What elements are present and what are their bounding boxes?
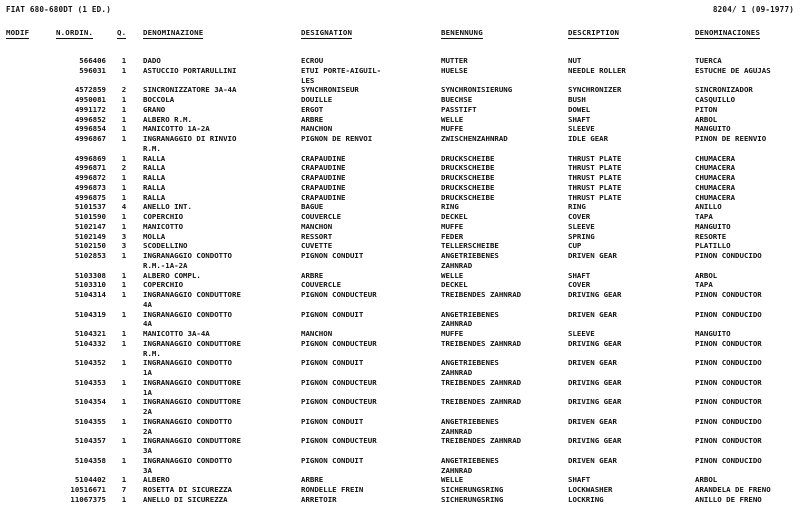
english-name: IDLE GEAR [568, 134, 609, 143]
spanish-name: ANILLO DE FRENO [695, 494, 762, 504]
german-name: ZAHNRAD [441, 426, 473, 436]
french-name: CUVETTE [301, 241, 333, 251]
english-name: DRIVING GEAR [568, 436, 622, 446]
quantity: 1 [121, 104, 127, 114]
french-name: COUVERCLE [301, 280, 342, 290]
spanish-name: MANGUITO [695, 124, 731, 134]
italian-name: 4A [143, 319, 152, 329]
italian-name: 3A [143, 446, 152, 455]
english-name: DRIVEN GEAR [568, 455, 617, 465]
italian-name: MANICOTTO 3A-4A [143, 329, 210, 338]
french-name: PIGNON CONDUCTEUR [301, 397, 377, 407]
quantity: 1 [121, 114, 127, 124]
german-name: ANGETRIEBENES [441, 251, 499, 260]
quantity: 1 [121, 494, 127, 504]
german-name: ANGETRIEBENES [441, 416, 499, 426]
english-name: SLEEVE [568, 329, 595, 338]
spanish-name: ARBOL [695, 270, 718, 280]
french-name: CRAPAUDINE [301, 163, 346, 173]
spanish-name: ARBOL [695, 114, 718, 124]
german-name: TREIBENDES ZAHNRAD [441, 338, 522, 348]
quantity: 1 [121, 270, 127, 280]
german-name: PASSTIFT [441, 104, 477, 114]
col-english: DESCRIPTION [568, 28, 620, 37]
french-name: PIGNON CONDUIT [301, 455, 364, 465]
german-name: RING [441, 202, 459, 212]
italian-name: 4A [143, 299, 152, 309]
german-name: MUFFE [441, 124, 464, 134]
english-name: SYNCHRONIZER [568, 85, 622, 95]
german-name: ZWISCHENZAHNRAD [441, 134, 508, 143]
english-name: DRIVING GEAR [568, 377, 622, 387]
quantity: 1 [121, 173, 127, 182]
french-name: BAGUE [301, 202, 324, 212]
spanish-name: SINCRONIZADOR [695, 85, 753, 95]
german-name: SYNCHRONISIERUNG [441, 85, 513, 95]
english-name: DRIVEN GEAR [568, 309, 617, 319]
italian-name: ALBERO R.M. [143, 114, 192, 124]
column-headers [0, 28, 800, 40]
quantity: 1 [121, 251, 127, 260]
english-name: THRUST PLATE [568, 182, 622, 192]
italian-name: ALBERO COMPL. [143, 270, 201, 280]
german-name: WELLE [441, 475, 464, 485]
italian-name: ANELLO INT. [143, 202, 192, 212]
spanish-name: TAPA [695, 280, 713, 290]
spanish-name: PINON CONDUCIDO [695, 358, 762, 368]
german-name: MUFFE [441, 221, 464, 231]
french-name: CRAPAUDINE [301, 173, 346, 182]
german-name: ANGETRIEBENES [441, 455, 499, 465]
french-name: RONDELLE FREIN [301, 485, 364, 494]
col-part-number: N.ORDIN. [56, 28, 94, 37]
spanish-name: PITON [695, 104, 718, 114]
german-name: TREIBENDES ZAHNRAD [441, 397, 522, 407]
quantity: 1 [121, 221, 127, 231]
quantity: 1 [121, 475, 127, 485]
italian-name: RALLA [143, 182, 166, 192]
german-name: TREIBENDES ZAHNRAD [441, 290, 522, 299]
catalog-title: FIAT 680-680DT (1 ED.) [6, 5, 111, 14]
part-number: 4996871 [74, 163, 106, 173]
french-name: PIGNON CONDUCTEUR [301, 338, 377, 348]
italian-name: INGRANAGGIO CONDUTTORE [143, 338, 241, 348]
english-name: RING [568, 202, 586, 212]
english-name: THRUST PLATE [568, 163, 622, 173]
english-name: DRIVEN GEAR [568, 358, 617, 368]
french-name: PIGNON CONDUIT [301, 416, 364, 426]
part-number: 566406 [79, 56, 106, 65]
italian-name: COPERCHIO [143, 212, 184, 221]
french-name: RESSORT [301, 231, 333, 241]
part-number: 5102149 [74, 231, 106, 241]
part-number: 5104357 [74, 436, 106, 446]
english-name: SLEEVE [568, 221, 595, 231]
page-header [6, 5, 794, 17]
english-name: CUP [568, 241, 582, 251]
italian-name: INGRANAGGIO CONDOTTO [143, 455, 232, 465]
italian-name: GRANO [143, 104, 166, 114]
french-name: MANCHON [301, 221, 333, 231]
quantity: 3 [121, 231, 127, 241]
italian-name: ROSETTA DI SICUREZZA [143, 485, 232, 494]
spanish-name: PINON CONDUCTOR [695, 436, 762, 446]
english-name: SLEEVE [568, 124, 595, 134]
quantity: 3 [121, 241, 127, 251]
french-name: MANCHON [301, 329, 333, 338]
italian-name: 3A [143, 465, 152, 475]
french-name: ARBRE [301, 475, 324, 485]
italian-name: SCODELLINO [143, 241, 188, 251]
german-name: DECKEL [441, 212, 468, 221]
part-number: 5104319 [74, 309, 106, 319]
french-name: MANCHON [301, 124, 333, 134]
quantity: 1 [121, 95, 127, 104]
german-name: ANGETRIEBENES [441, 358, 499, 368]
english-name: DRIVING GEAR [568, 397, 622, 407]
quantity: 1 [121, 358, 127, 368]
spanish-name: ESTUCHE DE AGUJAS [695, 65, 771, 75]
part-number: 4996869 [74, 153, 106, 163]
part-number: 5104314 [74, 290, 106, 299]
spanish-name: ANILLO [695, 202, 722, 212]
quantity: 1 [121, 290, 127, 299]
italian-name: INGRANAGGIO CONDOTTO [143, 358, 232, 368]
german-name: HUELSE [441, 65, 468, 75]
quantity: 1 [121, 377, 127, 387]
italian-name: BOCCOLA [143, 95, 175, 104]
part-number: 4991172 [74, 104, 106, 114]
spanish-name: ARANDELA DE FRENO [695, 485, 771, 494]
quantity: 1 [121, 455, 127, 465]
spanish-name: PLATILLO [695, 241, 731, 251]
spanish-name: PINON CONDUCTOR [695, 397, 762, 407]
quantity: 1 [121, 192, 127, 202]
quantity: 1 [121, 338, 127, 348]
part-number: 4996867 [74, 134, 106, 143]
quantity: 1 [121, 309, 127, 319]
italian-name: INGRANAGGIO CONDOTTO [143, 416, 232, 426]
italian-name: R.M. [143, 348, 161, 358]
french-name: ERGOT [301, 104, 324, 114]
col-spanish: DENOMINACIONES [695, 28, 761, 37]
quantity: 1 [121, 280, 127, 290]
part-number: 5103308 [74, 270, 106, 280]
spanish-name: CHUMACERA [695, 163, 736, 173]
italian-name: 1A [143, 387, 152, 397]
part-number: 5104321 [74, 329, 106, 338]
spanish-name: PINON DE REENVIO [695, 134, 767, 143]
german-name: ANGETRIEBENES [441, 309, 499, 319]
german-name: FEDER [441, 231, 464, 241]
part-number: 4996852 [74, 114, 106, 124]
part-number: 5103310 [74, 280, 106, 290]
italian-name: RALLA [143, 153, 166, 163]
italian-name: 2A [143, 426, 152, 436]
german-name: DRUCKSCHEIBE [441, 153, 495, 163]
german-name: ZAHNRAD [441, 465, 473, 475]
german-name: TREIBENDES ZAHNRAD [441, 377, 522, 387]
spanish-name: CHUMACERA [695, 173, 736, 182]
english-name: SHAFT [568, 270, 591, 280]
english-name: LOCKWASHER [568, 485, 613, 494]
quantity: 2 [121, 85, 127, 95]
spanish-name: CHUMACERA [695, 192, 736, 202]
part-number: 5102147 [74, 221, 106, 231]
spanish-name: CASQUILLO [695, 95, 736, 104]
italian-name: MOLLA [143, 231, 166, 241]
french-name: ARBRE [301, 114, 324, 124]
quantity: 1 [121, 212, 127, 221]
part-number: 10516671 [70, 485, 106, 494]
french-name: PIGNON CONDUIT [301, 251, 364, 260]
italian-name: R.M.-1A-2A [143, 260, 188, 270]
italian-name: DADO [143, 56, 161, 65]
col-quantity: Q. [117, 28, 127, 37]
col-german: BENENNUNG [441, 28, 483, 37]
english-name: DRIVEN GEAR [568, 251, 617, 260]
german-name: DRUCKSCHEIBE [441, 163, 495, 173]
quantity: 4 [121, 202, 127, 212]
spanish-name: TAPA [695, 212, 713, 221]
part-number: 5101590 [74, 212, 106, 221]
part-number: 4996854 [74, 124, 106, 134]
german-name: ZAHNRAD [441, 319, 473, 329]
part-number: 11067375 [70, 494, 106, 504]
german-name: ZAHNRAD [441, 260, 473, 270]
english-name: DRIVING GEAR [568, 338, 622, 348]
spanish-name: ARBOL [695, 475, 718, 485]
part-number: 5104352 [74, 358, 106, 368]
french-name: PIGNON DE RENVOI [301, 134, 373, 143]
english-name: LOCKRING [568, 494, 604, 504]
quantity: 1 [121, 397, 127, 407]
french-name: PIGNON CONDUCTEUR [301, 377, 377, 387]
german-name: TELLERSCHEIBE [441, 241, 499, 251]
french-name: DOUILLE [301, 95, 333, 104]
italian-name: COPERCHIO [143, 280, 184, 290]
english-name: COVER [568, 280, 591, 290]
italian-name: R.M. [143, 143, 161, 153]
part-number: 5104353 [74, 377, 106, 387]
catalog-code: 8204/ 1 (09-1977) [712, 5, 794, 14]
italian-name: SINCRONIZZATORE 3A-4A [143, 85, 237, 95]
italian-name: INGRANAGGIO CONDOTTO [143, 309, 232, 319]
german-name: SICHERUNGSRING [441, 494, 504, 504]
german-name: DECKEL [441, 280, 468, 290]
quantity: 1 [121, 56, 127, 65]
french-name: PIGNON CONDUIT [301, 358, 364, 368]
italian-name: INGRANAGGIO CONDOTTO [143, 251, 232, 260]
english-name: SHAFT [568, 475, 591, 485]
spanish-name: PINON CONDUCTOR [695, 290, 762, 299]
quantity: 1 [121, 134, 127, 143]
german-name: WELLE [441, 270, 464, 280]
french-name: ETUI PORTE-AIGUIL- [301, 65, 382, 75]
french-name: ARRETOIR [301, 494, 337, 504]
french-name: LES [301, 75, 315, 85]
german-name: WELLE [441, 114, 464, 124]
quantity: 7 [121, 485, 127, 494]
english-name: THRUST PLATE [568, 153, 622, 163]
quantity: 1 [121, 153, 127, 163]
italian-name: INGRANAGGIO CONDUTTORE [143, 377, 241, 387]
spanish-name: MANGUITO [695, 221, 731, 231]
french-name: PIGNON CONDUIT [301, 309, 364, 319]
part-number: 4996873 [74, 182, 106, 192]
part-number: 5104354 [74, 397, 106, 407]
french-name: ECROU [301, 56, 324, 65]
part-number: 5104358 [74, 455, 106, 465]
italian-name: ANELLO DI SICUREZZA [143, 494, 228, 504]
quantity: 1 [121, 436, 127, 446]
english-name: DRIVEN GEAR [568, 416, 617, 426]
quantity: 1 [121, 329, 127, 338]
french-name: COUVERCLE [301, 212, 342, 221]
french-name: ARBRE [301, 270, 324, 280]
german-name: DRUCKSCHEIBE [441, 192, 495, 202]
spanish-name: RESORTE [695, 231, 727, 241]
part-number: 5104402 [74, 475, 106, 485]
quantity: 1 [121, 416, 127, 426]
german-name: DRUCKSCHEIBE [441, 182, 495, 192]
col-italian: DENOMINAZIONE [143, 28, 204, 37]
english-name: NEEDLE ROLLER [568, 65, 626, 75]
part-number: 5102853 [74, 251, 106, 260]
english-name: THRUST PLATE [568, 192, 622, 202]
english-name: DRIVING GEAR [568, 290, 622, 299]
part-number: 4996875 [74, 192, 106, 202]
italian-name: INGRANAGGIO CONDUTTORE [143, 290, 241, 299]
german-name: DRUCKSCHEIBE [441, 173, 495, 182]
french-name: CRAPAUDINE [301, 153, 346, 163]
english-name: THRUST PLATE [568, 173, 622, 182]
english-name: BUSH [568, 95, 586, 104]
french-name: SYNCHRONISEUR [301, 85, 359, 95]
quantity: 1 [121, 182, 127, 192]
german-name: MUTTER [441, 56, 468, 65]
italian-name: MANICOTTO [143, 221, 184, 231]
italian-name: INGRANAGGIO CONDUTTORE [143, 397, 241, 407]
spanish-name: TUERCA [695, 56, 722, 65]
spanish-name: PINON CONDUCTOR [695, 338, 762, 348]
english-name: COVER [568, 212, 591, 221]
english-name: SPRING [568, 231, 595, 241]
german-name: MUFFE [441, 329, 464, 338]
part-number: 596031 [79, 65, 106, 75]
part-number: 5101537 [74, 202, 106, 212]
italian-name: MANICOTTO 1A-2A [143, 124, 210, 134]
italian-name: INGRANAGGIO CONDUTTORE [143, 436, 241, 446]
spanish-name: PINON CONDUCIDO [695, 251, 762, 260]
spanish-name: PINON CONDUCIDO [695, 455, 762, 465]
german-name: SICHERUNGSRING [441, 485, 504, 494]
english-name: DOWEL [568, 104, 591, 114]
english-name: NUT [568, 56, 582, 65]
part-number: 5104332 [74, 338, 106, 348]
french-name: PIGNON CONDUCTEUR [301, 436, 377, 446]
italian-name: INGRANAGGIO DI RINVIO [143, 134, 237, 143]
quantity: 1 [121, 124, 127, 134]
italian-name: ASTUCCIO PORTARULLINI [143, 65, 237, 75]
german-name: TREIBENDES ZAHNRAD [441, 436, 522, 446]
italian-name: RALLA [143, 192, 166, 202]
spanish-name: PINON CONDUCTOR [695, 377, 762, 387]
part-number: 5102150 [74, 241, 106, 251]
french-name: CRAPAUDINE [301, 192, 346, 202]
italian-name: 2A [143, 407, 152, 416]
spanish-name: PINON CONDUCIDO [695, 309, 762, 319]
part-number: 4950081 [74, 95, 106, 104]
col-modif: MODIF [6, 28, 30, 37]
part-number: 5104355 [74, 416, 106, 426]
part-number: 4996872 [74, 173, 106, 182]
spanish-name: CHUMACERA [695, 182, 736, 192]
english-name: SHAFT [568, 114, 591, 124]
german-name: BUECHSE [441, 95, 473, 104]
spanish-name: MANGUITO [695, 329, 731, 338]
italian-name: RALLA [143, 163, 166, 173]
col-french: DESIGNATION [301, 28, 353, 37]
german-name: ZAHNRAD [441, 368, 473, 377]
italian-name: 1A [143, 368, 152, 377]
french-name: PIGNON CONDUCTEUR [301, 290, 377, 299]
italian-name: ALBERO [143, 475, 170, 485]
part-number: 4572859 [74, 85, 106, 95]
french-name: CRAPAUDINE [301, 182, 346, 192]
spanish-name: PINON CONDUCIDO [695, 416, 762, 426]
quantity: 1 [121, 65, 127, 75]
quantity: 2 [121, 163, 127, 173]
spanish-name: CHUMACERA [695, 153, 736, 163]
italian-name: RALLA [143, 173, 166, 182]
